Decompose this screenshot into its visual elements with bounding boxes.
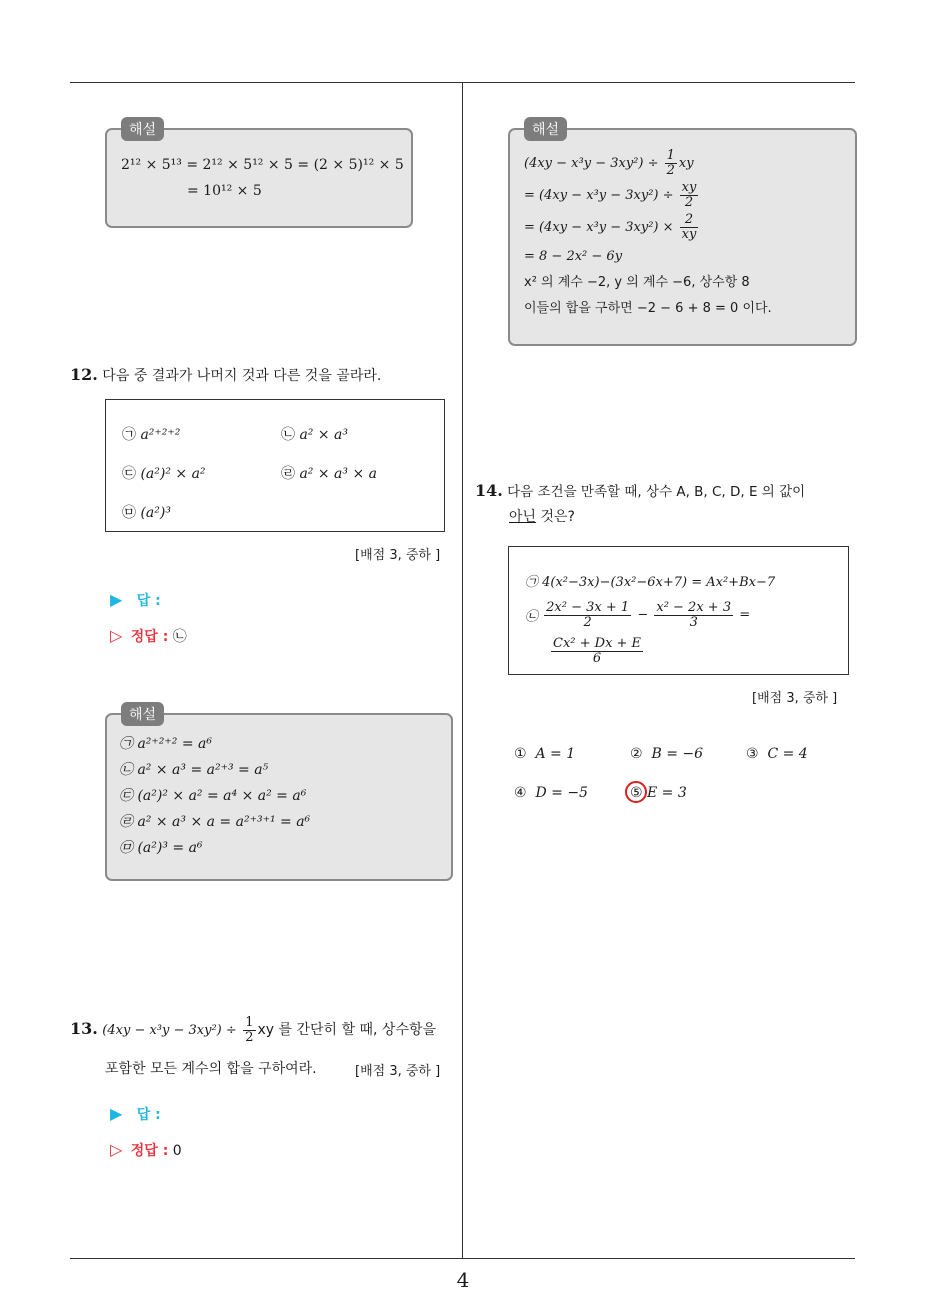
q14-number: 14. [475, 481, 503, 500]
q13-answer-label: 답 : [136, 1107, 161, 1123]
q12-option-2-expr: a² × a³ [299, 427, 349, 443]
q13-solution-box [508, 122, 857, 346]
q12-option-5[interactable] [122, 502, 171, 522]
q12-option-1-expr: a²⁺²⁺² [140, 427, 181, 443]
column-divider [462, 83, 463, 1258]
q13-question [70, 1016, 462, 1044]
q12-correct-row [110, 626, 187, 646]
q11-solution-box [105, 122, 413, 228]
bottom-rule [70, 1258, 855, 1259]
q12-option-1[interactable] [122, 424, 180, 444]
q13-frac-den: 2 [245, 1029, 254, 1045]
q14-condition-1: ㉠ 4(x²−3x)−(3x²−6x+7) = Ax²+Bx−7 [525, 575, 776, 590]
q11-solution-line-2: = 10¹² × 5 [187, 183, 262, 199]
q14-text-line-1: 다음 조건을 만족할 때, 상수 A, B, C, D, E 의 값이 [507, 484, 806, 500]
q12-score: [배점 3, 중하 ] [355, 548, 441, 563]
page-number: 4 [456, 1268, 470, 1292]
q14-choice-1[interactable]: ① A = 1 [514, 746, 576, 762]
q12-number: 12. [70, 365, 98, 384]
q13-text-after: xy 를 간단히 할 때, 상수항을 [257, 1022, 437, 1039]
q14-choice-5[interactable]: ⑤ E = 3 [630, 785, 687, 801]
q12-option-4[interactable] [281, 463, 377, 483]
q14-choice-3[interactable]: ③ C = 4 [746, 746, 808, 762]
solution-tag: 해설 [121, 117, 164, 141]
q14-conditions-box [508, 546, 849, 675]
q13-frac-num: 1 [245, 1015, 254, 1030]
q12-solution-line-4: ㉣ a² × a³ × a = a²⁺³⁺¹ = a⁶ [119, 814, 311, 830]
q14-score: [배점 3, 중하 ] [752, 691, 838, 706]
q12-options-box [105, 399, 445, 532]
q13-correct-value: 0 [172, 1143, 182, 1159]
q14-text-line-2: 것은? [536, 509, 575, 525]
q13-solution-line-1: (4xy − x³y − 3xy²) ÷ $\frac{1}{2}$ xy [524, 148, 694, 178]
q14-choice-2[interactable]: ② B = −6 [630, 746, 704, 762]
q14-question-line-2 [509, 504, 575, 530]
q12-option-4-expr: a² × a³ × a [299, 466, 377, 482]
q12-solution-line-3: ㉢ (a²)² × a² = a⁴ × a² = a⁶ [119, 788, 307, 804]
q12-option-3[interactable] [122, 463, 206, 483]
q13-solution-line-4: = 8 − 2x² − 6y [524, 249, 623, 264]
q12-option-5-mark: ㉤ [122, 505, 136, 521]
q13-correct-label: 정답 : [130, 1143, 169, 1159]
q12-correct-label: 정답 : [130, 629, 169, 645]
answer-arrow-icon: ▶ [110, 1104, 123, 1123]
q14-text-underlined: 아닌 [509, 509, 537, 525]
q14-condition-2-rhs: $\frac{\text{Cx² + Dx + E}}{6}$ [553, 636, 642, 666]
q13-answer-row[interactable] [110, 1104, 161, 1124]
solution-tag: 해설 [524, 117, 567, 141]
q12-solution-box [105, 707, 453, 881]
q12-option-1-mark: ㉠ [122, 427, 136, 443]
q14-question [475, 478, 859, 505]
q12-option-2[interactable] [281, 424, 348, 444]
q13-number: 13. [70, 1019, 98, 1039]
q13-question-line-2: 포함한 모든 계수의 합을 구하여라. [105, 1061, 317, 1077]
q13-correct-row [110, 1140, 182, 1160]
q12-option-3-expr: (a²)² × a² [140, 466, 206, 482]
q12-answer-row[interactable] [110, 590, 161, 610]
q12-solution-line-5: ㉤ (a²)³ = a⁶ [119, 840, 203, 856]
solution-tag: 해설 [121, 702, 164, 726]
answer-arrow-icon: ▶ [110, 590, 123, 609]
q13-solution-line-6: 이들의 합을 구하면 −2 − 6 + 8 = 0 이다. [524, 301, 772, 316]
q12-text: 다음 중 결과가 나머지 것과 다른 것을 골라라. [102, 368, 382, 384]
q12-correct-value: ㉡ [172, 629, 187, 645]
q13-expr: (4xy − x³y − 3xy²) ÷ [102, 1023, 237, 1039]
q12-solution-line-1: ㉠ a²⁺²⁺² = a⁶ [119, 736, 213, 752]
q13-solution-line-2: = (4xy − x³y − 3xy²) ÷ $\frac{xy}{2}$ [524, 180, 697, 210]
q14-condition-2: ㉡ $\frac{\text{2x² − 3x + 1}}{2}$ − $\frac{\text{x² − 2x + 3}}{3}$ = [525, 600, 751, 630]
correct-arrow-icon: ▷ [110, 626, 123, 645]
q13-solution-line-5: x² 의 계수 −2, y 의 계수 −6, 상수항 8 [524, 275, 750, 290]
q14-choice-4[interactable]: ④ D = −5 [514, 785, 588, 801]
q12-solution-line-2: ㉡ a² × a³ = a²⁺³ = a⁵ [119, 762, 269, 778]
q12-option-4-mark: ㉣ [281, 466, 295, 482]
q13-solution-line-3: = (4xy − x³y − 3xy²) × $\frac{2}{xy}$ [524, 212, 697, 242]
q11-solution-line-1: 2¹² × 5¹³ = 2¹² × 5¹² × 5 = (2 × 5)¹² × 5 [121, 157, 404, 173]
selected-choice-mark-icon [625, 781, 647, 803]
q13-fraction [243, 1016, 255, 1044]
q12-answer-label: 답 : [136, 593, 161, 609]
q12-option-2-mark: ㉡ [281, 427, 295, 443]
q13-score: [배점 3, 중하 ] [355, 1064, 441, 1079]
q12-question [70, 362, 460, 389]
correct-arrow-icon: ▷ [110, 1140, 123, 1159]
q12-option-3-mark: ㉢ [122, 466, 136, 482]
q12-option-5-expr: (a²)³ [140, 505, 171, 521]
